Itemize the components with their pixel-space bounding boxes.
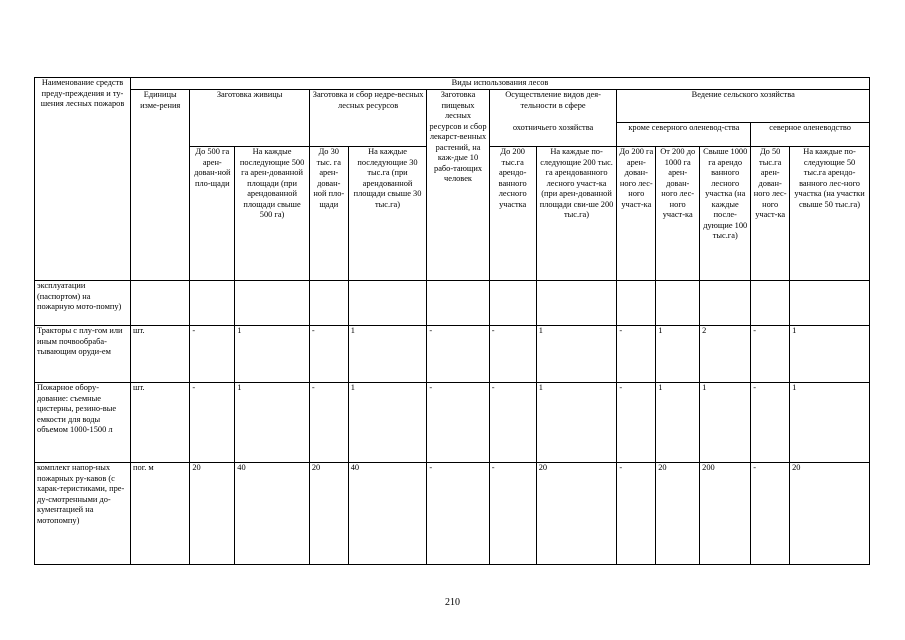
row-name-cell: комплект напор-ных пожарных ру-кавов (с харак-теристиками, пре-ду-смотренными до-кументацией на мотопомпу) <box>35 463 131 565</box>
sub-header-cell: До 30 тыс. га арен-дован-ной пло-щади <box>309 147 348 281</box>
value-cell: 200 <box>700 463 751 565</box>
value-cell: 20 <box>536 463 617 565</box>
hunting-subheader: охотничьего хозяйства <box>489 123 617 147</box>
value-cell: - <box>427 326 489 383</box>
hunting-header: Осуществление видов дея-тельности в сфере <box>489 90 617 123</box>
value-cell: - <box>427 463 489 565</box>
sub-header-cell: На каждые последующие 30 тыс.га (при арендованной площади свыше 30 тыс.га) <box>348 147 427 281</box>
value-cell: - <box>309 383 348 463</box>
table-row <box>35 326 870 383</box>
value-cell <box>309 281 348 326</box>
value-cell: 1 <box>235 326 310 383</box>
value-cell: - <box>190 383 235 463</box>
value-cell: 20 <box>656 463 700 565</box>
value-cell: 40 <box>235 463 310 565</box>
value-cell: 20 <box>190 463 235 565</box>
col-unit-header: Единицы изме-рения <box>131 90 190 281</box>
value-cell: 20 <box>309 463 348 565</box>
value-cell: 1 <box>700 383 751 463</box>
agri-header: Ведение сельского хозяйства <box>617 90 870 123</box>
row-unit-cell <box>131 281 190 326</box>
value-cell: 1 <box>348 383 427 463</box>
value-cell: - <box>617 383 656 463</box>
page-number: 210 <box>445 597 460 608</box>
value-cell <box>536 281 617 326</box>
row-unit-cell: шт. <box>131 326 190 383</box>
nonwood-header: Заготовка и сбор недре-весных лесных ресурсов <box>309 90 427 147</box>
value-cell <box>427 281 489 326</box>
sub-header-cell: Свыше 1000 га арендо ванного лесного участка (на каждые после-дующие 100 тыс.га) <box>700 147 751 281</box>
value-cell: - <box>489 383 536 463</box>
value-cell <box>235 281 310 326</box>
value-cell <box>751 281 790 326</box>
sub-header-cell: От 200 до 1000 га арен-дован-ного лес-ного участ-ка <box>656 147 700 281</box>
value-cell: - <box>489 463 536 565</box>
sub-header-cell: До 200 га арен-дован-ного лес-ного участ-ка <box>617 147 656 281</box>
value-cell: 40 <box>348 463 427 565</box>
table-row <box>35 463 870 565</box>
value-cell <box>489 281 536 326</box>
agri-nonreindeer-header: кроме северного оленевод-ства <box>617 123 751 147</box>
value-cell: 1 <box>656 383 700 463</box>
agri-reindeer-header: северное оленеводство <box>751 123 870 147</box>
sub-header-cell: На каждые по-следующие 50 тыс.га арендо-ванного лес-ного участка (на участки свыше 50 тыс.га) <box>790 147 870 281</box>
row-name-cell: эксплуатации (паспортом) на пожарную мото-помпу) <box>35 281 131 326</box>
table-row <box>35 383 870 463</box>
sub-header-cell: До 200 тыс.га арендо-ванного лесного участка <box>489 147 536 281</box>
value-cell: - <box>309 326 348 383</box>
value-cell: 1 <box>790 383 870 463</box>
table-row <box>35 281 870 326</box>
value-cell <box>700 281 751 326</box>
value-cell: - <box>617 463 656 565</box>
row-name-cell: Тракторы с плу-гом или иным почвообраба-тывающим оруди-ем <box>35 326 131 383</box>
sub-header-cell: На каждые по-следующие 200 тыс. га арендованного лесного участ-ка (при арен-дованной площади сви-ше 200 тыс.га) <box>536 147 617 281</box>
value-cell: - <box>427 383 489 463</box>
row-unit-cell: шт. <box>131 383 190 463</box>
value-cell: - <box>190 326 235 383</box>
row-unit-cell: пог. м <box>131 463 190 565</box>
sub-header-cell: На каждые последующие 500 га арен-дованной площади (при арендованной площади свыше 500 га) <box>235 147 310 281</box>
uses-header: Виды использования лесов <box>131 78 870 90</box>
value-cell <box>190 281 235 326</box>
value-cell: 1 <box>536 326 617 383</box>
value-cell: 1 <box>790 326 870 383</box>
value-cell: - <box>751 326 790 383</box>
value-cell <box>656 281 700 326</box>
value-cell: 20 <box>790 463 870 565</box>
value-cell: - <box>751 383 790 463</box>
fire-equipment-table <box>34 77 870 565</box>
value-cell: 1 <box>348 326 427 383</box>
value-cell: 2 <box>700 326 751 383</box>
resin-header: Заготовка живицы <box>190 90 310 147</box>
food-header: Заготовка пищевых лесных ресурсов и сбор лекарст-венных растений, на каж-дые 10 рабо-тающих человек <box>427 90 489 281</box>
value-cell: 1 <box>235 383 310 463</box>
col-name-header: Наименование средств преду-преждения и ту-шения лесных пожаров <box>35 78 131 281</box>
row-name-cell: Пожарное обору-дование: съемные цистерны, резино-вые емкости для воды объемом 1000-1500 л <box>35 383 131 463</box>
sub-header-cell: До 50 тыс.га арен-дован-ного лес-ного участ-ка <box>751 147 790 281</box>
value-cell: - <box>751 463 790 565</box>
value-cell: 1 <box>536 383 617 463</box>
value-cell: 1 <box>656 326 700 383</box>
value-cell <box>348 281 427 326</box>
value-cell: - <box>489 326 536 383</box>
sub-header-cell: До 500 га арен-дован-ной пло-щади <box>190 147 235 281</box>
value-cell <box>790 281 870 326</box>
value-cell: - <box>617 326 656 383</box>
value-cell <box>617 281 656 326</box>
